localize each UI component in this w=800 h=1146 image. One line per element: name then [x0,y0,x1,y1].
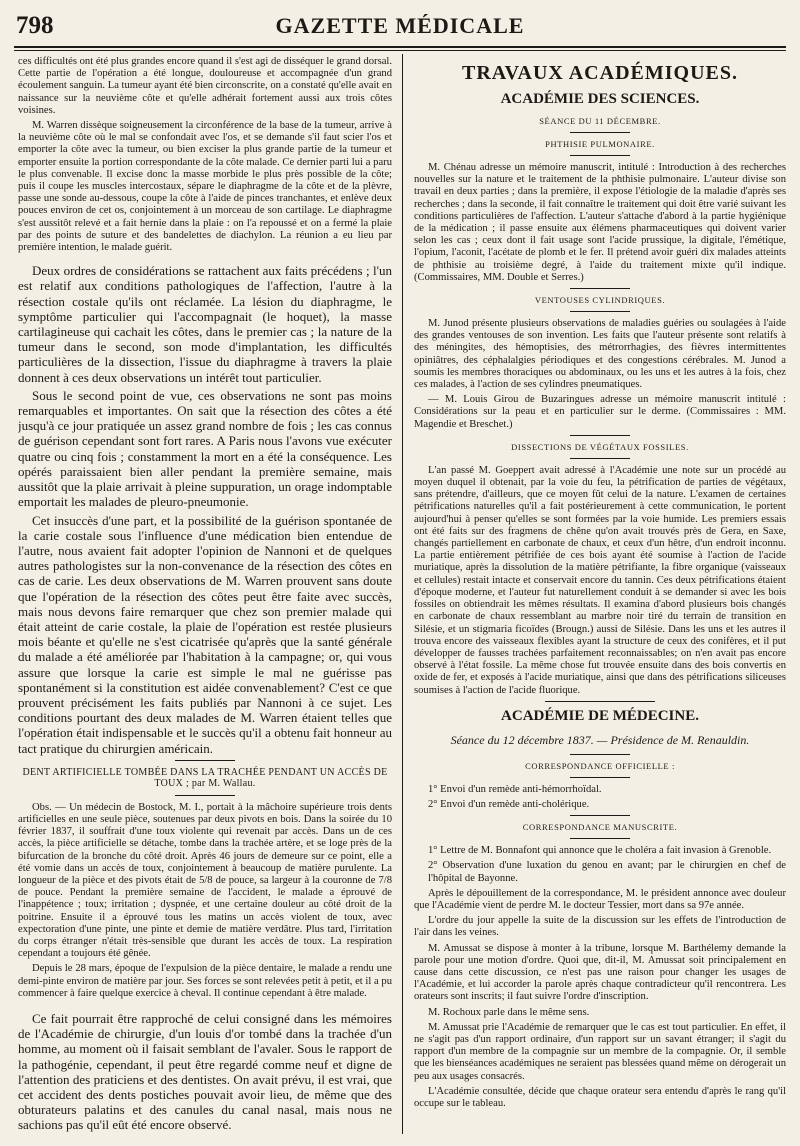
paragraph: Après le dépouillement de la correspondance, M. le président annonce avec douleur que l'Académie vient de perdre M. le docteur Tessier, mort dans sa 97e année. [414,887,786,911]
list-item: 2° Envoi d'un remède anti-cholérique. [428,798,590,810]
paragraph: Sous le second point de vue, ces observations ne sont pas moins remarquables et importantes. On sait que la résection des côtes a été jusqu'à ce jour pratiquée un assez grand nombre de fois ; les cas connus de guérison cependant sont fort rares. A Paris nous l'avons vue exécuter quatre ou cinq fois ; constamment la mort en a été la conséquence. Les opérés paraissaient bien aller pendant la première semaine, mais aussitôt que la plaie arrivait à pleine suppuration, un orage indomptable emportait les malades de pleuro-pneumonie. [18,387,392,510]
right-column [414,56,786,1136]
paragraph: M. Warren dissèque soigneusement la circonférence de la base de la tumeur, arrive à la neuvième côte où le mal se confondait avec l'os, et se demande s'il faut scier l'os et emporter la côte avec la tumeur, ou bien exciser la plus grande partie de la tumeur et emporter ensuite la portion correspondante de la côte malade. Ce dernier parti lui a paru le plus convenable. Il excise donc la masse morbide le plus près possible de la côte; puis il coupe les muscles intercostaux, sépare le diaphragme de la côte et de la plèvre, passe une sonde au-dessous, coupe la côte à l'aide de pinces tranchantes, et enlève deux pouces environ de cet os, conjointement à un morceau de son cartilage. Le diaphragme s'est aussitôt relevé et a fait hernie dans la plaie : on l'a repoussé et on a fermé la plaie par des points de suture et des bandelettes de diachylon. La réunion a eu lieu par première intention, le malade guérit. [18,120,392,254]
paragraph: ces difficultés ont été plus grandes encore quand il s'est agi de disséquer le grand dorsal. Cette partie de l'opération a été longue, douloureuse et accompagnée d'un grand écoulement sanguin. La tumeur ayant été bien circonscrite, on a constaté qu'elle avait en naissance sur la neuvième côte et qu'elle adhérait fortement aussi aux trois côtes voisines. [18,56,392,116]
article-title: DENT ARTIFICIELLE TOMBÉE DANS LA TRACHÉE PENDANT UN ACCÈS DE TOUX ; par M. Wallau. [22,766,388,789]
paragraph: L'Académie consultée, décide que chaque orateur sera entendu d'après le rang qu'il occupe sur le tableau. [414,1085,786,1109]
paragraph: M. Junod présente plusieurs observations de maladies guéries ou soulagées à l'aide des grandes ventouses de son invention. Les faits que l'auteur présente sont relatifs à des méningites, des hémoptisies, des métrorrhagies, des fièvres intermittentes opiniâtres, des céphalalgies périodiques et des congestions cérébrales. M. Junod a soumis les membres thoraciques ou abdominaux, ou les uns et les autres à la fois, chez ces malades, à l'action de ses cylindres pneumatiques. [414,318,786,391]
paragraph: Deux ordres de considérations se rattachent aux faits précédens ; l'un est relatif aux conditions pathologiques de l'affection, l'autre à la résection costale qu'ils ont réclamée. La lésion du diaphragme, le symptôme particulier qui l'accompagnait (le hoquet), la masse cartilagineuse qui cachait les côtes, dans le premier cas ; la nature de la tumeur dans le second, son mode d'implantation, les difficultés particulières de la dissection, l'issue du diaphragme à travers la plaie donnent à ces deux observations un intérêt tout particulier. [18,263,392,385]
paragraph: L'an passé M. Goeppert avait adressé à l'Académie une note sur un procédé au moyen duquel il obtenait, par la voie du feu, la pétrification de parties de végétaux, sans prétendre, d'ailleurs, que ce moyen fût celui de la nature. L'examen de certaines pétrifications naturelles qu'il a fait postérieurement à cette communication, le portent aujourd'hui à penser qu'elles se sont formées par la voie humide. Les premiers essais ont été faits sur des fragmens de chêne qu'on avait trouvés près de Gera, en Saxe, changés partiellement en carbonate de chaux, et ceux d'un hêtre, d'un endroit inconnu. La partie entièrement pétrifiée de ces bois ayant été soumise à l'action de l'acide muriatique, après la dissolution de la matière pétrifiante, la fibre organique (vaisseaux et cellules) restait intacte et conservait encore du tannin. Ces deux pétrifications étaient d'époque moderne, et l'auteur fut naturellement conduit à se demander si avec les bois fossiles on obtiendrait les mêmes résultats. Il examina d'abord plusieurs bois changés en carbonate de chaux ressemblant au marbre noir tiré du terrain de transition en Silésie, et un stigmaria ficoïdes (Brougn.) aussi de Silésie. Dans les uns et les autres il trouva encore des vaisseaux flexibles ayant la structure de ceux des conifères, et il put développer de fausses trachées parfaitement reconnaissables; on n'en avait pas encore observé à l'état fossile. La même chose fut trouvée ensuite dans des bois convertis en oxide de fer, et exposés à l'acide muriatique, ainsi que dans des pétrifications siliceuses soumises à l'action de l'acide fluorique. [414,464,786,696]
subject-heading: CORRESPONDANCE OFFICIELLE : [525,760,675,771]
paragraph: Cet insuccès d'une part, et la possibilité de la guérison spontanée de la carie costale sous l'influence d'une médication bien entendue de l'autre, nous avaient fait adopter l'opinion de Nannoni et de quelques autres pathologistes sur la non-convenance de la résection des côtes en cas de carie. Les deux observations de M. Warren prouvent sans doute que l'opération de la résection des côtes peut être faite avec succès, mais nous devons faire remarquer que chez son premier malade qui était atteint de carie costale, la plaie de l'opération est restée plusieurs mois béante et qu'elle ne s'est cicatrisée qu'après que la santé générale du malade a été améliorée par l'habitation à la campagne; or, qui vous assure que lorsque la carie est simple le mal ne guérisse pas spontanément si la constitution est aidée convenablement? C'est ce que prouvent précisément les faits publiés par Nannoni à ce sujet. Les conditions pourtant des deux malades de M. Warren étaient telles que l'opération était indispensable et le succès qu'il a obtenu fait honneur au tact pratique du chirurgien américain. [18,512,392,756]
separator [570,435,630,436]
paragraph: M. Rochoux parle dans le même sens. [428,1006,590,1018]
separator [545,701,655,702]
separator [175,795,235,796]
header-rule [14,50,786,51]
paragraph: Obs. — Un médecin de Bostock, M. I., portait à la mâchoire supérieure trois dents artificielles en une seule pièce, soutenues par deux pivots en bois. Dans la soirée du 10 février 1837, il souffrait d'une toux violente qui revenait par accès. Dans un de ces accès, la pièce artificielle se détache, tombe dans la trachée artère, et se loge près de la bifurcation de la bronche du côté droit. Après 46 jours de demeure sur ce point, elle a été vomie dans un accès de toux, conjointement à beaucoup de matière purulente. La longueur de la pièce et des pivots était de 5/8 de pouce, sa largeur à la couronne de 7/8 de pouce. Pendant la première semaine de l'accident, le malade a éprouvé de l'inappétence ; toux; irritation ; dyspnée, et une certaine douleur au côté droit de la poitrine. Ensuite il a éprouvé tous les matins un accès violent de toux, avec expectoration d'une pinte, une pinte et demie de matière verdâtre. Plus tard, l'irritation du corps étranger n'était très-sensible que durant les accès de toux. La respiration cependant a toujours été gênée. [18,801,392,960]
subject-heading: PHTHISIE PULMONAIRE. [545,139,655,149]
page-header [14,10,786,48]
paragraph: M. Amussat prie l'Académie de remarquer que le cas est tout particulier. En effet, il ne s'agit pas d'un rapport ordinaire, d'un rapport sur un savant étranger; il s'agit du rapport d'un membre de la compagnie sur un membre de la compagnie. Or, il semble que les bienséances académiques ne seraient pas blessées quand même on dérogerait un peu aux usages consacrés. [414,1021,786,1082]
academy-heading: ACADÉMIE DES SCIENCES. [500,91,700,107]
seance-heading: Séance du 12 décembre 1837. — Présidence de M. Renauldin. [450,732,750,747]
separator [570,288,630,289]
separator [570,311,630,312]
subject-heading: CORRESPONDANCE MANUSCRITE. [522,822,678,833]
list-item: 1° Lettre de M. Bonnafont qui annonce que le choléra a fait invasion à Grenoble. [428,845,772,857]
list-item: 2° Observation d'une luxation du genou en avant; par le chirurgien en chef de l'hôpital de Bayonne. [428,860,786,884]
subject-heading: DISSECTIONS DE VÉGÉTAUX FOSSILES. [511,441,689,452]
paragraph: — M. Louis Girou de Buzaringues adresse un mémoire manuscrit intitulé : Considérations sur la peau et en particulier sur le derme. (Commissaires : MM. Magendie et Breschet.) [414,394,786,430]
separator [570,754,630,755]
separator [570,777,630,778]
separator [570,458,630,459]
section-title: TRAVAUX ACADÉMIQUES. [462,62,738,84]
left-column [18,56,392,1136]
paragraph: Depuis le 28 mars, époque de l'expulsion de la pièce dentaire, le malade a rendu une demi-pinte environ de matière par jour. Ses forces se sont relevées petit à petit, et il a pu commencer à faire quelque exercice à cheval. Il continue cependant à être malade. [18,963,392,999]
page-number: 798 [16,12,54,39]
seance-heading: SÉANCE DU 11 DÉCEMBRE. [539,116,661,126]
academy-heading: ACADÉMIE DE MÉDECINE. [501,707,699,724]
paragraph: Ce fait pourrait être rapproché de celui consigné dans les mémoires de l'Académie de chirurgie, d'un louis d'or tombé dans la trachée d'un homme, au moment où il faisait semblant de l'avaler. Sous le rapport de la pathogénie, cependant, il peut être regardé comme neuf et digne de l'attention des praticiens et des dentistes. On avait prévu, il est vrai, que cet accident des dents postiches pouvait avoir lieu, de même que des obturateurs palatins et des canules du canal nasal, mais nous ne sachions pas qu'il eût été encore observé. [18,1011,392,1133]
separator [570,815,630,816]
separator [175,760,235,761]
list-item: 1° Envoi d'un remède anti-hémorrhoïdal. [428,783,602,795]
paragraph: M. Amussat se dispose à monter à la tribune, lorsque M. Barthélemy demande la parole pour une motion d'ordre. Quoi que, dit-il, M. Amussat soit principalement en cause dans cette discussion, ce n'est pas une raison pour changer les usages de l'Académie, et lui accorder la parole après chaque contradicteur qu'il rencontrera. Les orateurs sont inscrits; il faut suivre l'ordre d'inscription. [414,942,786,1003]
separator [570,838,630,839]
subject-heading: VENTOUSES CYLINDRIQUES. [534,295,666,306]
column-divider [402,54,403,1134]
separator [570,155,630,156]
journal-title: GAZETTE MÉDICALE [275,13,525,38]
paragraph: L'ordre du jour appelle la suite de la discussion sur les effets de l'introduction de l'air dans les veines. [414,915,786,939]
separator [570,132,630,133]
paragraph: M. Chénau adresse un mémoire manuscrit, intitulé : Introduction à des recherches nouvelles sur la nature et le traitement de la phthisie pulmonaire. L'auteur divise son travail en deux parties ; dans la première, il expose l'étiologie de la maladie d'après ses recherches ; dans la seconde, il fait connaître le traitement qui doit être varié suivant les conditions particulières de l'affection. L'auteur s'attache d'abord à la partie hygiénique de la médication ; il passe ensuite aux élémens pharmaceutiques qui doivent varier selon les cas ; ceux dont il fait usage sont l'acide prussique, la digitale, l'émétique, l'opium, l'aconit, l'acétate de plomb et le fer. Il prétend avoir guéri dix malades atteints de phthisie au troisième degré, à l'aide du traitement mixte qu'il indique. (Commissaires, MM. Double et Serres.) [414,162,786,283]
